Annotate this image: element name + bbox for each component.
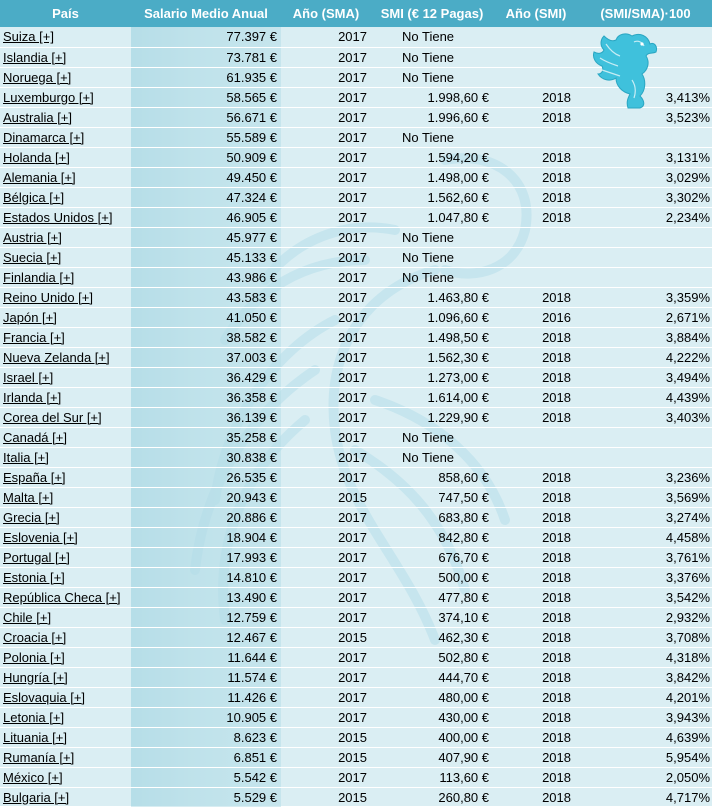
- sma-year: 2017: [281, 27, 371, 47]
- sma-value: 8.623 €: [131, 727, 281, 747]
- ratio-value: [579, 427, 712, 447]
- smi-value: 858,60 €: [371, 467, 493, 487]
- ratio-value: 2,234%: [579, 207, 712, 227]
- sma-year: 2017: [281, 47, 371, 67]
- header-row: [0, 0, 712, 27]
- table-row: [0, 287, 712, 307]
- ratio-value: 3,302%: [579, 187, 712, 207]
- sma-value: 77.397 €: [131, 27, 281, 47]
- sma-year: 2017: [281, 107, 371, 127]
- sma-year: 2015: [281, 627, 371, 647]
- country-link[interactable]: Bélgica [+]: [0, 187, 131, 207]
- table-row: [0, 647, 712, 667]
- sma-year: 2017: [281, 227, 371, 247]
- sma-year: 2017: [281, 127, 371, 147]
- smi-value: 374,10 €: [371, 607, 493, 627]
- smi-value: No Tiene: [371, 47, 493, 67]
- country-link[interactable]: México [+]: [0, 767, 131, 787]
- sma-year: 2015: [281, 787, 371, 807]
- sma-value: 20.943 €: [131, 487, 281, 507]
- sma-value: 36.429 €: [131, 367, 281, 387]
- header-minimum-wage: SMI (€ 12 Pagas): [371, 0, 493, 27]
- country-link[interactable]: Nueva Zelanda [+]: [0, 347, 131, 367]
- table-row: [0, 627, 712, 647]
- table-row: [0, 567, 712, 587]
- smi-year: 2018: [493, 787, 579, 807]
- sma-value: 12.759 €: [131, 607, 281, 627]
- country-link[interactable]: Japón [+]: [0, 307, 131, 327]
- country-link[interactable]: Dinamarca [+]: [0, 127, 131, 147]
- ratio-value: 3,131%: [579, 147, 712, 167]
- ratio-value: 3,376%: [579, 567, 712, 587]
- smi-value: 1.047,80 €: [371, 207, 493, 227]
- country-link[interactable]: Canadá [+]: [0, 427, 131, 447]
- table-row: [0, 347, 712, 367]
- sma-year: 2017: [281, 287, 371, 307]
- table-row: [0, 167, 712, 187]
- table-row: [0, 307, 712, 327]
- ratio-value: 3,761%: [579, 547, 712, 567]
- table-row: [0, 127, 712, 147]
- smi-value: 1.096,60 €: [371, 307, 493, 327]
- smi-year: 2018: [493, 587, 579, 607]
- smi-year: [493, 227, 579, 247]
- country-link[interactable]: Reino Unido [+]: [0, 287, 131, 307]
- country-link[interactable]: España [+]: [0, 467, 131, 487]
- table-row: [0, 447, 712, 467]
- ratio-value: [579, 127, 712, 147]
- table-row: [0, 407, 712, 427]
- country-link[interactable]: Hungría [+]: [0, 667, 131, 687]
- ratio-value: 3,029%: [579, 167, 712, 187]
- smi-value: No Tiene: [371, 227, 493, 247]
- sma-year: 2017: [281, 387, 371, 407]
- sma-year: 2017: [281, 207, 371, 227]
- country-link[interactable]: Portugal [+]: [0, 547, 131, 567]
- smi-year: 2018: [493, 547, 579, 567]
- smi-value: 1.498,00 €: [371, 167, 493, 187]
- ratio-value: 4,458%: [579, 527, 712, 547]
- country-link[interactable]: Eslovaquia [+]: [0, 687, 131, 707]
- table-row: [0, 187, 712, 207]
- ratio-value: 3,884%: [579, 327, 712, 347]
- sma-year: 2017: [281, 407, 371, 427]
- ratio-value: 2,671%: [579, 307, 712, 327]
- smi-year: 2018: [493, 467, 579, 487]
- sma-value: 18.904 €: [131, 527, 281, 547]
- table-row: [0, 727, 712, 747]
- smi-value: 1.998,60 €: [371, 87, 493, 107]
- ratio-value: 3,542%: [579, 587, 712, 607]
- sma-value: 35.258 €: [131, 427, 281, 447]
- smi-value: No Tiene: [371, 447, 493, 467]
- table-row: [0, 607, 712, 627]
- sma-value: 73.781 €: [131, 47, 281, 67]
- sma-year: 2017: [281, 667, 371, 687]
- ratio-value: 4,222%: [579, 347, 712, 367]
- country-link[interactable]: Noruega [+]: [0, 67, 131, 87]
- country-link[interactable]: Grecia [+]: [0, 507, 131, 527]
- sma-year: 2017: [281, 67, 371, 87]
- smi-year: [493, 247, 579, 267]
- smi-value: No Tiene: [371, 127, 493, 147]
- smi-year: [493, 67, 579, 87]
- country-link[interactable]: Corea del Sur [+]: [0, 407, 131, 427]
- smi-year: 2016: [493, 307, 579, 327]
- smi-value: 842,80 €: [371, 527, 493, 547]
- sma-value: 36.358 €: [131, 387, 281, 407]
- smi-value: 1.614,00 €: [371, 387, 493, 407]
- ratio-value: 3,359%: [579, 287, 712, 307]
- header-country: País: [0, 0, 131, 27]
- smi-value: 1.594,20 €: [371, 147, 493, 167]
- smi-value: 676,70 €: [371, 547, 493, 567]
- country-link[interactable]: Australia [+]: [0, 107, 131, 127]
- smi-year: 2018: [493, 607, 579, 627]
- smi-year: [493, 267, 579, 287]
- smi-value: 500,00 €: [371, 567, 493, 587]
- table-row: [0, 767, 712, 787]
- ratio-value: 3,943%: [579, 707, 712, 727]
- sma-value: 10.905 €: [131, 707, 281, 727]
- ratio-value: 2,050%: [579, 767, 712, 787]
- sma-value: 5.529 €: [131, 787, 281, 807]
- table-row: [0, 227, 712, 247]
- sma-year: 2017: [281, 87, 371, 107]
- smi-year: 2018: [493, 707, 579, 727]
- smi-year: 2018: [493, 147, 579, 167]
- header-sma-year: Año (SMA): [281, 0, 371, 27]
- country-link[interactable]: Croacia [+]: [0, 627, 131, 647]
- smi-year: 2018: [493, 767, 579, 787]
- country-link[interactable]: Italia [+]: [0, 447, 131, 467]
- ratio-value: 2,932%: [579, 607, 712, 627]
- smi-value: 1.463,80 €: [371, 287, 493, 307]
- table-row: [0, 527, 712, 547]
- sma-year: 2017: [281, 707, 371, 727]
- ratio-value: [579, 227, 712, 247]
- smi-year: 2018: [493, 627, 579, 647]
- country-link[interactable]: Estados Unidos [+]: [0, 207, 131, 227]
- ratio-value: 3,708%: [579, 627, 712, 647]
- smi-year: 2018: [493, 107, 579, 127]
- smi-year: 2018: [493, 387, 579, 407]
- sma-year: 2015: [281, 747, 371, 767]
- country-link[interactable]: Holanda [+]: [0, 147, 131, 167]
- sma-year: 2017: [281, 467, 371, 487]
- smi-year: 2018: [493, 207, 579, 227]
- table-row: [0, 707, 712, 727]
- smi-value: No Tiene: [371, 427, 493, 447]
- smi-value: 113,60 €: [371, 767, 493, 787]
- country-link[interactable]: República Checa [+]: [0, 587, 131, 607]
- sma-year: 2017: [281, 767, 371, 787]
- sma-year: 2017: [281, 367, 371, 387]
- sma-value: 37.003 €: [131, 347, 281, 367]
- smi-year: 2018: [493, 347, 579, 367]
- sma-year: 2017: [281, 687, 371, 707]
- sma-value: 12.467 €: [131, 627, 281, 647]
- table-row: [0, 747, 712, 767]
- table-row: [0, 487, 712, 507]
- country-link[interactable]: Estonia [+]: [0, 567, 131, 587]
- country-link[interactable]: Letonia [+]: [0, 707, 131, 727]
- ratio-value: 3,236%: [579, 467, 712, 487]
- smi-value: 1.562,30 €: [371, 347, 493, 367]
- ratio-value: 3,494%: [579, 367, 712, 387]
- sma-value: 61.935 €: [131, 67, 281, 87]
- smi-year: 2018: [493, 287, 579, 307]
- country-link[interactable]: Luxemburgo [+]: [0, 87, 131, 107]
- smi-year: 2018: [493, 687, 579, 707]
- sma-year: 2017: [281, 307, 371, 327]
- country-link[interactable]: Eslovenia [+]: [0, 527, 131, 547]
- sma-year: 2017: [281, 167, 371, 187]
- sma-year: 2017: [281, 327, 371, 347]
- griffin-icon: [588, 30, 662, 112]
- smi-year: 2018: [493, 167, 579, 187]
- table-row: [0, 547, 712, 567]
- sma-year: 2017: [281, 447, 371, 467]
- ratio-value: 3,569%: [579, 487, 712, 507]
- sma-year: 2017: [281, 547, 371, 567]
- sma-value: 26.535 €: [131, 467, 281, 487]
- table-row: [0, 467, 712, 487]
- sma-value: 43.583 €: [131, 287, 281, 307]
- smi-value: 477,80 €: [371, 587, 493, 607]
- smi-value: 502,80 €: [371, 647, 493, 667]
- country-link[interactable]: Islandia [+]: [0, 47, 131, 67]
- sma-year: 2017: [281, 147, 371, 167]
- country-link[interactable]: Bulgaria [+]: [0, 787, 131, 807]
- table-row: [0, 667, 712, 687]
- country-link[interactable]: Suecia [+]: [0, 247, 131, 267]
- table-body: [0, 27, 712, 807]
- table-row: [0, 587, 712, 607]
- sma-year: 2017: [281, 607, 371, 627]
- sma-value: 11.644 €: [131, 647, 281, 667]
- table-row: [0, 247, 712, 267]
- smi-year: [493, 427, 579, 447]
- country-link[interactable]: Rumanía [+]: [0, 747, 131, 767]
- country-link[interactable]: Malta [+]: [0, 487, 131, 507]
- sma-value: 11.574 €: [131, 667, 281, 687]
- sma-value: 14.810 €: [131, 567, 281, 587]
- smi-year: 2018: [493, 667, 579, 687]
- sma-value: 55.589 €: [131, 127, 281, 147]
- sma-value: 13.490 €: [131, 587, 281, 607]
- ratio-value: 3,274%: [579, 507, 712, 527]
- country-link[interactable]: Irlanda [+]: [0, 387, 131, 407]
- table-row: [0, 387, 712, 407]
- smi-value: 1.562,60 €: [371, 187, 493, 207]
- table-row: [0, 147, 712, 167]
- smi-year: [493, 27, 579, 47]
- ratio-value: 4,201%: [579, 687, 712, 707]
- smi-value: 400,00 €: [371, 727, 493, 747]
- country-link[interactable]: Chile [+]: [0, 607, 131, 627]
- smi-value: No Tiene: [371, 67, 493, 87]
- smi-year: 2018: [493, 487, 579, 507]
- ratio-value: 3,842%: [579, 667, 712, 687]
- smi-year: 2018: [493, 187, 579, 207]
- ratio-value: 3,523%: [579, 107, 712, 127]
- table-row: [0, 787, 712, 807]
- table-row: [0, 427, 712, 447]
- sma-value: 11.426 €: [131, 687, 281, 707]
- sma-year: 2015: [281, 487, 371, 507]
- table-row: [0, 207, 712, 227]
- ratio-value: [579, 247, 712, 267]
- smi-value: 462,30 €: [371, 627, 493, 647]
- sma-value: 45.133 €: [131, 247, 281, 267]
- country-link[interactable]: Francia [+]: [0, 327, 131, 347]
- smi-value: 1.996,60 €: [371, 107, 493, 127]
- smi-value: 430,00 €: [371, 707, 493, 727]
- smi-value: 683,80 €: [371, 507, 493, 527]
- sma-value: 58.565 €: [131, 87, 281, 107]
- sma-value: 36.139 €: [131, 407, 281, 427]
- smi-value: 480,00 €: [371, 687, 493, 707]
- ratio-value: 4,639%: [579, 727, 712, 747]
- smi-value: 1.498,50 €: [371, 327, 493, 347]
- smi-year: 2018: [493, 527, 579, 547]
- sma-year: 2017: [281, 347, 371, 367]
- smi-year: 2018: [493, 727, 579, 747]
- smi-value: No Tiene: [371, 267, 493, 287]
- table-row: [0, 267, 712, 287]
- sma-value: 30.838 €: [131, 447, 281, 467]
- country-link[interactable]: Austria [+]: [0, 227, 131, 247]
- sma-value: 17.993 €: [131, 547, 281, 567]
- sma-value: 45.977 €: [131, 227, 281, 247]
- sma-value: 47.324 €: [131, 187, 281, 207]
- sma-value: 20.886 €: [131, 507, 281, 527]
- smi-value: 1.229,90 €: [371, 407, 493, 427]
- country-link[interactable]: Lituania [+]: [0, 727, 131, 747]
- table-row: [0, 327, 712, 347]
- country-link[interactable]: Polonia [+]: [0, 647, 131, 667]
- smi-year: 2018: [493, 87, 579, 107]
- smi-year: [493, 447, 579, 467]
- sma-year: 2017: [281, 507, 371, 527]
- sma-value: 49.450 €: [131, 167, 281, 187]
- sma-year: 2017: [281, 527, 371, 547]
- smi-value: No Tiene: [371, 27, 493, 47]
- sma-year: 2017: [281, 587, 371, 607]
- ratio-value: 4,717%: [579, 787, 712, 807]
- ratio-value: 4,318%: [579, 647, 712, 667]
- sma-value: 50.909 €: [131, 147, 281, 167]
- table-row: [0, 367, 712, 387]
- sma-value: 6.851 €: [131, 747, 281, 767]
- sma-value: 56.671 €: [131, 107, 281, 127]
- sma-year: 2017: [281, 187, 371, 207]
- smi-value: No Tiene: [371, 247, 493, 267]
- smi-year: 2018: [493, 567, 579, 587]
- smi-value: 1.273,00 €: [371, 367, 493, 387]
- sma-year: 2017: [281, 647, 371, 667]
- sma-year: 2017: [281, 567, 371, 587]
- smi-year: [493, 47, 579, 67]
- header-smi-year: Año (SMI): [493, 0, 579, 27]
- sma-year: 2017: [281, 427, 371, 447]
- table-row: [0, 507, 712, 527]
- smi-year: 2018: [493, 407, 579, 427]
- sma-value: 38.582 €: [131, 327, 281, 347]
- country-link[interactable]: Israel [+]: [0, 367, 131, 387]
- smi-year: 2018: [493, 747, 579, 767]
- ratio-value: 3,413%: [579, 87, 712, 107]
- smi-value: 444,70 €: [371, 667, 493, 687]
- ratio-value: [579, 447, 712, 467]
- sma-year: 2017: [281, 267, 371, 287]
- sma-value: 5.542 €: [131, 767, 281, 787]
- ratio-value: 4,439%: [579, 387, 712, 407]
- ratio-value: 5,954%: [579, 747, 712, 767]
- sma-year: 2015: [281, 727, 371, 747]
- sma-value: 46.905 €: [131, 207, 281, 227]
- country-link[interactable]: Alemania [+]: [0, 167, 131, 187]
- table-row: [0, 687, 712, 707]
- smi-year: 2018: [493, 507, 579, 527]
- smi-value: 260,80 €: [371, 787, 493, 807]
- sma-value: 41.050 €: [131, 307, 281, 327]
- smi-year: [493, 127, 579, 147]
- sma-value: 43.986 €: [131, 267, 281, 287]
- ratio-value: [579, 267, 712, 287]
- header-ratio: (SMI/SMA)·100: [579, 0, 712, 27]
- smi-year: 2018: [493, 647, 579, 667]
- sma-year: 2017: [281, 247, 371, 267]
- smi-year: 2018: [493, 367, 579, 387]
- country-link[interactable]: Finlandia [+]: [0, 267, 131, 287]
- smi-value: 747,50 €: [371, 487, 493, 507]
- header-average-salary: Salario Medio Anual: [131, 0, 281, 27]
- ratio-value: 3,403%: [579, 407, 712, 427]
- smi-value: 407,90 €: [371, 747, 493, 767]
- smi-year: 2018: [493, 327, 579, 347]
- country-link[interactable]: Suiza [+]: [0, 27, 131, 47]
